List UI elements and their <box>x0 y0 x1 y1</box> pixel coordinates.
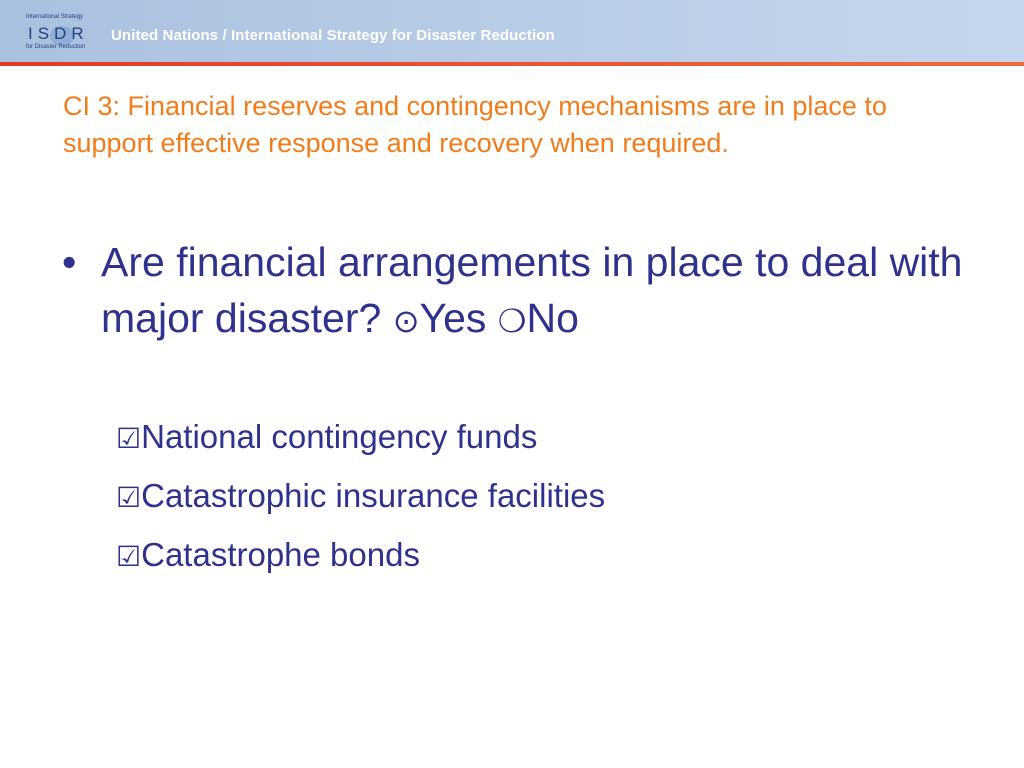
question-text-block <box>101 234 991 349</box>
checkbox-checked-icon[interactable]: ☑ <box>116 541 142 572</box>
header-banner <box>0 0 1024 64</box>
checklist-item <box>116 467 605 526</box>
logo-tagline-bottom: for Disaster Reduction <box>26 44 86 50</box>
logo-tagline-top: International Strategy <box>26 14 84 20</box>
logo-letters: ISDR <box>28 24 89 43</box>
option-yes-label: Yes <box>419 295 487 341</box>
slide-title: CI 3: Financial reserves and contingency mechanisms are in place to support effective response and recovery when required. <box>63 91 887 158</box>
checklist-item-label: Catastrophe bonds <box>141 536 420 573</box>
checklist <box>116 408 605 585</box>
checklist-item <box>116 408 605 467</box>
isdr-logo <box>26 14 100 50</box>
banner-title: United Nations / International Strategy for Disaster Reduction <box>111 27 555 44</box>
bullet-icon: • <box>62 239 77 285</box>
checklist-item-label: National contingency funds <box>141 418 538 455</box>
question-text: Are financial arrangements in place to deal with major disaster? <box>101 239 963 341</box>
option-no-label: No <box>526 295 579 341</box>
checklist-item <box>116 526 605 585</box>
radio-selected-icon[interactable]: ⊙ <box>392 303 420 339</box>
banner-divider <box>0 62 1024 66</box>
checkbox-checked-icon[interactable]: ☑ <box>116 482 142 513</box>
checklist-item-label: Catastrophic insurance facilities <box>141 477 606 514</box>
checkbox-checked-icon[interactable]: ☑ <box>116 423 142 454</box>
radio-unselected-icon[interactable]: ❍ <box>497 303 527 339</box>
